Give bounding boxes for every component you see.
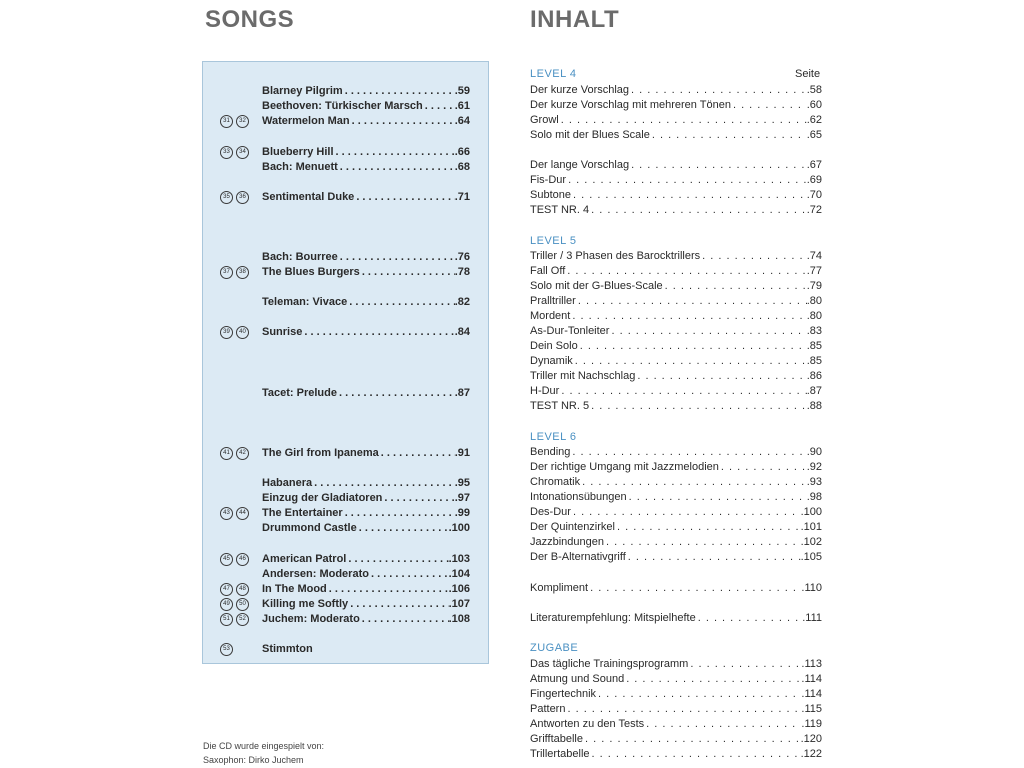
toc-title: Trillertabelle	[530, 748, 590, 760]
dot-leader	[696, 611, 803, 626]
dot-leader	[348, 597, 448, 612]
toc-title: Der lange Vorschlag	[530, 159, 630, 171]
song-page-number: .104	[448, 568, 470, 580]
dot-leader	[369, 567, 449, 582]
dot-leader	[360, 265, 455, 280]
toc-title: Atmung und Sound	[530, 673, 625, 685]
song-page-number: .82	[454, 296, 470, 308]
toc-page-number: .58	[806, 84, 822, 96]
toc-entry	[530, 535, 822, 550]
dot-leader	[334, 145, 455, 160]
toc-page-number: .74	[806, 250, 822, 262]
song-row	[203, 145, 490, 160]
song-title: Teleman: Vivace	[262, 296, 348, 308]
toc-entry	[530, 128, 822, 143]
song-entry	[262, 491, 470, 506]
track-numbers	[220, 145, 252, 160]
toc-title: Pattern	[530, 703, 566, 715]
song-title: Tacet: Prelude	[262, 387, 337, 399]
song-title: American Patrol	[262, 553, 347, 565]
toc-page-number: .122	[800, 748, 822, 760]
toc-page-number: .102	[800, 536, 822, 548]
dot-leader	[312, 476, 455, 491]
song-page-number: .76	[454, 251, 470, 263]
toc-title: Solo mit der Blues Scale	[530, 129, 650, 141]
song-title: Drummond Castle	[262, 522, 357, 534]
toc-title: TEST NR. 5	[530, 400, 590, 412]
song-page-number: .71	[454, 191, 470, 203]
song-page-number: .97	[454, 492, 470, 504]
toc-page-number: .113	[801, 658, 822, 670]
toc-title: Des-Dur	[530, 506, 571, 518]
toc-page-number: .88	[806, 400, 822, 412]
songs-heading: SONGS	[205, 6, 295, 33]
toc-page-number: .114	[801, 688, 822, 700]
track-number-badge: 51	[220, 613, 233, 626]
song-page-number: .78	[454, 266, 470, 278]
song-row	[203, 84, 490, 99]
dot-leader	[589, 399, 807, 414]
dot-leader	[615, 520, 801, 535]
song-row	[203, 325, 490, 340]
song-title: Beethoven: Türkischer Marsch	[262, 100, 423, 112]
song-title: Stimmton	[262, 643, 313, 655]
toc-entry	[530, 173, 822, 188]
toc-title: Fingertechnik	[530, 688, 597, 700]
song-entry	[262, 160, 470, 175]
toc-title: Kompliment	[530, 582, 589, 594]
track-numbers	[220, 506, 252, 521]
toc-entry	[530, 490, 822, 505]
dot-leader	[570, 309, 806, 324]
song-title: Bach: Menuett	[262, 161, 338, 173]
track-number-badge: 49	[220, 598, 233, 611]
song-row	[203, 582, 490, 597]
dot-leader	[343, 506, 455, 521]
song-page-number: .59	[454, 85, 470, 97]
song-row	[203, 99, 490, 114]
song-row	[203, 506, 490, 521]
song-row	[203, 567, 490, 582]
toc-entry	[530, 324, 822, 339]
song-entry	[262, 582, 470, 597]
track-number-badge: 35	[220, 191, 233, 204]
toc-title: Der kurze Vorschlag mit mehreren Tönen	[530, 99, 731, 111]
dot-leader	[596, 687, 801, 702]
dot-leader	[700, 249, 807, 264]
song-entry	[262, 265, 470, 280]
toc-title: Mordent	[530, 310, 571, 322]
song-page-number: .91	[454, 447, 470, 459]
dot-leader	[663, 279, 807, 294]
dot-leader	[650, 128, 807, 143]
dot-leader	[565, 264, 806, 279]
track-number-badge: 38	[236, 266, 249, 279]
toc-title: Intonationsübungen	[530, 491, 627, 503]
song-entry	[262, 84, 470, 99]
song-row	[203, 476, 490, 491]
dot-leader	[343, 84, 455, 99]
song-entry	[262, 567, 470, 582]
dot-leader	[346, 552, 448, 567]
toc-page-number: .65	[806, 129, 822, 141]
song-page-number: .61	[454, 100, 470, 112]
saxophone-credit-line: Saxophon: Dirko Juchem	[203, 755, 304, 765]
song-entry	[262, 99, 470, 114]
toc-title: Solo mit der G-Blues-Scale	[530, 280, 663, 292]
song-row	[203, 597, 490, 612]
toc-title: Das tägliche Trainingsprogramm	[530, 658, 689, 670]
dot-leader	[302, 325, 454, 340]
toc-entry	[530, 158, 822, 173]
song-row	[203, 446, 490, 461]
song-title: Habanera	[262, 477, 313, 489]
song-row	[203, 265, 490, 280]
dot-leader	[635, 369, 806, 384]
toc-page-number: .60	[806, 99, 822, 111]
dot-leader	[580, 475, 807, 490]
toc-entry	[530, 279, 822, 294]
song-title: Sentimental Duke	[262, 191, 355, 203]
toc-entry	[530, 113, 822, 128]
dot-leader	[719, 460, 807, 475]
track-number-badge: 39	[220, 326, 233, 339]
toc-entry	[530, 475, 822, 490]
track-number-badge: 37	[220, 266, 233, 279]
toc-title: Fis-Dur	[530, 174, 567, 186]
track-number-badge: 46	[236, 553, 249, 566]
dot-leader	[570, 445, 806, 460]
toc-entry	[530, 203, 822, 218]
song-entry	[262, 446, 470, 461]
toc-page-number: .80	[806, 310, 822, 322]
toc-title: Growl	[530, 114, 559, 126]
toc-page-number: .70	[806, 189, 822, 201]
song-entry	[262, 552, 470, 567]
song-title: Einzug der Gladiatoren	[262, 492, 383, 504]
toc-title: Triller mit Nachschlag	[530, 370, 636, 382]
toc-entry	[530, 747, 822, 762]
dot-leader	[576, 294, 807, 309]
songs-panel	[202, 61, 489, 664]
dot-leader	[347, 295, 455, 310]
song-title: The Blues Burgers	[262, 266, 360, 278]
song-title: Killing me Softly	[262, 598, 349, 610]
song-page-number: .84	[454, 326, 470, 338]
dot-leader	[360, 612, 449, 627]
toc-title: Bending	[530, 446, 571, 458]
track-number-badge: 53	[220, 643, 233, 656]
song-row	[203, 642, 490, 657]
toc-entry	[530, 294, 822, 309]
song-page-number: .95	[454, 477, 470, 489]
toc-page-number: .62	[806, 114, 822, 126]
dot-leader	[578, 339, 807, 354]
track-number-badge: 42	[236, 447, 249, 460]
track-number-badge: 47	[220, 583, 233, 596]
toc-entry	[530, 672, 822, 687]
track-number-badge: 52	[236, 613, 249, 626]
toc-entry	[530, 98, 822, 113]
dot-leader	[626, 550, 801, 565]
track-number-badge: 48	[236, 583, 249, 596]
toc-page-number: .69	[806, 174, 822, 186]
song-title: Sunrise	[262, 326, 303, 338]
dot-leader	[731, 98, 807, 113]
dot-leader	[688, 657, 801, 672]
dot-leader	[327, 582, 449, 597]
toc-entry	[530, 687, 822, 702]
song-page-number: .64	[454, 115, 470, 127]
track-number-badge: 44	[236, 507, 249, 520]
toc-entry	[530, 732, 822, 747]
toc-page-number: .77	[806, 265, 822, 277]
song-entry	[262, 325, 470, 340]
dot-leader	[629, 158, 807, 173]
song-entry	[262, 250, 470, 265]
song-title: In The Mood	[262, 583, 327, 595]
song-title: Bach: Bourree	[262, 251, 338, 263]
track-numbers	[220, 552, 252, 567]
song-page-number: .106	[448, 583, 470, 595]
toc-entry	[530, 354, 822, 369]
song-entry	[262, 612, 470, 627]
song-entry	[262, 476, 470, 491]
seite-label: Seite	[795, 68, 821, 80]
toc-page-number: .93	[806, 476, 822, 488]
toc-page-number: .72	[806, 204, 822, 216]
toc-title: H-Dur	[530, 385, 560, 397]
toc-title: Der B-Alternativgriff	[530, 551, 626, 563]
song-page-number: .66	[454, 146, 470, 158]
song-row	[203, 386, 490, 401]
song-title: The Girl from Ipanema	[262, 447, 379, 459]
dot-leader	[571, 505, 801, 520]
dot-leader	[379, 446, 455, 461]
dot-leader	[609, 324, 806, 339]
song-page-number: .108	[448, 613, 470, 625]
dot-leader	[644, 717, 801, 732]
toc-entry	[530, 384, 822, 399]
toc-title: Der kurze Vorschlag	[530, 84, 630, 96]
song-entry	[262, 190, 470, 205]
toc-entry	[530, 505, 822, 520]
song-row	[203, 160, 490, 175]
dot-leader	[583, 732, 801, 747]
toc-title: As-Dur-Tonleiter	[530, 325, 610, 337]
toc-page-number: .80	[806, 295, 822, 307]
song-page-number: .68	[454, 161, 470, 173]
song-page-number: .99	[454, 507, 470, 519]
dot-leader	[357, 521, 449, 536]
dot-leader	[559, 384, 806, 399]
track-number-badge: 32	[236, 115, 249, 128]
toc-page-number: .83	[806, 325, 822, 337]
dot-leader	[627, 490, 807, 505]
toc-entry	[530, 264, 822, 279]
toc-entry	[530, 445, 822, 460]
song-page-number: .107	[448, 598, 470, 610]
song-row	[203, 295, 490, 310]
toc-title: Antworten zu den Tests	[530, 718, 645, 730]
cd-credit-line: Die CD wurde eingespielt von:	[203, 741, 325, 751]
track-numbers	[220, 612, 252, 627]
toc-title: Dynamik	[530, 355, 573, 367]
toc-page-number: .67	[806, 159, 822, 171]
dot-leader	[571, 188, 807, 203]
toc-entry	[530, 717, 822, 732]
dot-leader	[629, 83, 807, 98]
toc-page-number: .111	[802, 612, 822, 624]
song-entry	[262, 506, 470, 521]
toc-entry	[530, 520, 822, 535]
track-numbers	[220, 114, 252, 129]
toc-entry	[530, 460, 822, 475]
toc-entry	[530, 550, 822, 565]
toc-page-number: .79	[806, 280, 822, 292]
level-5-heading: LEVEL 5	[530, 235, 577, 247]
toc-entry	[530, 581, 822, 596]
dot-leader	[566, 173, 807, 188]
track-numbers	[220, 582, 252, 597]
dot-leader	[354, 190, 454, 205]
toc-title: Fall Off	[530, 265, 566, 277]
toc-title: Pralltriller	[530, 295, 576, 307]
song-page-number: .103	[448, 553, 470, 565]
toc-title: Grifftabelle	[530, 733, 583, 745]
toc-page-number: .90	[806, 446, 822, 458]
toc-title: Subtone	[530, 189, 571, 201]
toc-entry	[530, 339, 822, 354]
dot-leader	[624, 672, 801, 687]
track-numbers	[220, 325, 252, 340]
toc-page-number: .115	[801, 703, 822, 715]
level-4-heading: LEVEL 4	[530, 68, 577, 80]
toc-page-number: .110	[801, 582, 822, 594]
song-row	[203, 190, 490, 205]
song-title: Blarney Pilgrim	[262, 85, 343, 97]
song-entry	[262, 295, 470, 310]
track-numbers	[220, 642, 236, 657]
track-number-badge: 50	[236, 598, 249, 611]
song-title: Watermelon Man	[262, 115, 350, 127]
toc-title: Jazzbindungen	[530, 536, 605, 548]
dot-leader	[337, 386, 455, 401]
song-row	[203, 612, 490, 627]
toc-entry	[530, 657, 822, 672]
song-page-number: .87	[454, 387, 470, 399]
toc-entry	[530, 83, 822, 98]
track-number-badge: 40	[236, 326, 249, 339]
dot-leader	[423, 99, 455, 114]
song-title: Andersen: Moderato	[262, 568, 369, 580]
dot-leader	[588, 581, 801, 596]
dot-leader	[604, 535, 801, 550]
song-title: Juchem: Moderato	[262, 613, 360, 625]
toc-page-number: .120	[800, 733, 822, 745]
toc-page-number: .105	[800, 551, 822, 563]
toc-page-number: .101	[800, 521, 822, 533]
song-entry	[262, 386, 470, 401]
toc-entry	[530, 188, 822, 203]
track-numbers	[220, 446, 252, 461]
dot-leader	[382, 491, 454, 506]
song-entry	[262, 145, 470, 160]
song-row	[203, 552, 490, 567]
inhalt-heading: INHALT	[530, 6, 620, 33]
dot-leader	[350, 114, 455, 129]
toc-entry	[530, 309, 822, 324]
track-number-badge: 33	[220, 146, 233, 159]
toc-title: Chromatik	[530, 476, 581, 488]
song-page-number: .100	[448, 522, 470, 534]
track-numbers	[220, 597, 252, 612]
toc-title: Literaturempfehlung: Mitspielhefte	[530, 612, 696, 624]
song-title: Blueberry Hill	[262, 146, 334, 158]
toc-page-number: .114	[801, 673, 822, 685]
song-row	[203, 250, 490, 265]
song-entry	[262, 521, 470, 536]
toc-page-number: .85	[806, 340, 822, 352]
toc-entry	[530, 249, 822, 264]
toc-entry	[530, 399, 822, 414]
toc-title: Der richtige Umgang mit Jazzmelodien	[530, 461, 719, 473]
level-6-heading: LEVEL 6	[530, 431, 577, 443]
toc-page-number: .85	[806, 355, 822, 367]
toc-title: Der Quintenzirkel	[530, 521, 615, 533]
dot-leader	[589, 203, 807, 218]
dot-leader	[590, 747, 801, 762]
toc-page-number: .98	[806, 491, 822, 503]
song-title: The Entertainer	[262, 507, 343, 519]
song-entry	[262, 642, 470, 657]
dot-leader	[573, 354, 807, 369]
song-row	[203, 491, 490, 506]
track-number-badge: 41	[220, 447, 233, 460]
toc-page-number: .119	[801, 718, 822, 730]
track-number-badge: 43	[220, 507, 233, 520]
dot-leader	[559, 113, 807, 128]
zugabe-heading: ZUGABE	[530, 642, 579, 654]
dot-leader	[338, 160, 455, 175]
song-row	[203, 114, 490, 129]
dot-leader	[565, 702, 801, 717]
toc-entry	[530, 369, 822, 384]
toc-page-number: .100	[800, 506, 822, 518]
song-row	[203, 521, 490, 536]
toc-page-number: .86	[806, 370, 822, 382]
toc-entry	[530, 611, 822, 626]
track-number-badge: 45	[220, 553, 233, 566]
song-entry	[262, 114, 470, 129]
track-number-badge: 34	[236, 146, 249, 159]
track-number-badge: 36	[236, 191, 249, 204]
track-numbers	[220, 190, 252, 205]
song-entry	[262, 597, 470, 612]
toc-entry	[530, 702, 822, 717]
dot-leader	[338, 250, 455, 265]
toc-page-number: .92	[806, 461, 822, 473]
toc-title: TEST NR. 4	[530, 204, 590, 216]
track-number-badge: 31	[220, 115, 233, 128]
toc-title: Dein Solo	[530, 340, 578, 352]
track-numbers	[220, 265, 252, 280]
toc-title: Triller / 3 Phasen des Barocktrillers	[530, 250, 701, 262]
toc-page-number: .87	[806, 385, 822, 397]
